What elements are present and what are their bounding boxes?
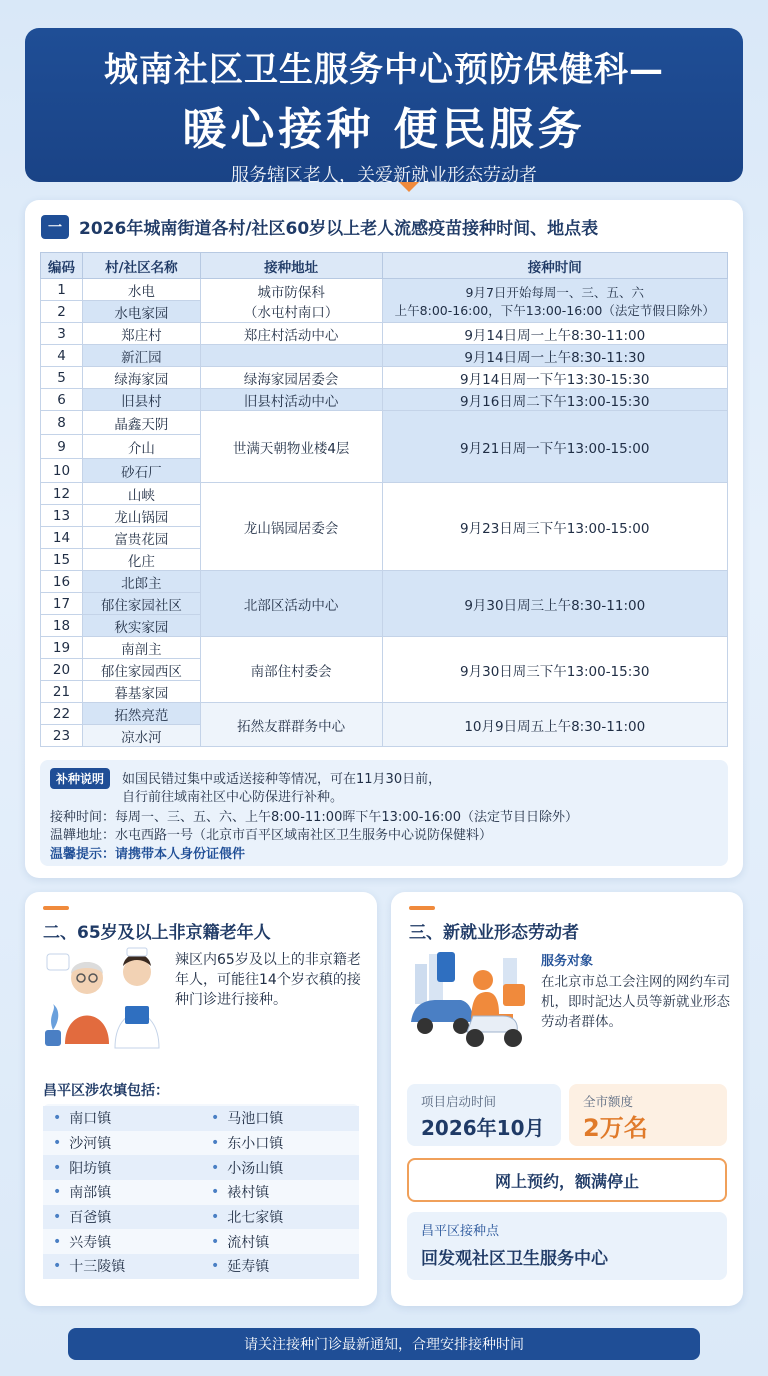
list-item: • 阳坊镇 <box>43 1155 201 1180</box>
table-row: 9 介山 <box>41 435 728 459</box>
reserve-notice: 网上预约，额满停止 <box>407 1158 727 1202</box>
schedule-title <box>41 214 598 239</box>
list-item: • 沙河镇 <box>43 1131 201 1156</box>
table-row: 3 郑庄村 郑庄村活动中心 9月14日周一上午8:30-11:00 <box>41 323 728 345</box>
header-banner <box>25 28 743 186</box>
delivery-rider-illustration <box>407 944 533 1056</box>
point-label: 昌平区接种点 <box>421 1224 500 1239</box>
target-label: 服务对象 <box>541 954 594 969</box>
col-no: 编码 <box>41 253 83 279</box>
table-row: 22 拓然亮范 拓然友群群务中心 10月9日周五上午8:30-11:00 <box>41 703 728 725</box>
table-row: 2 水电家园 <box>41 301 728 323</box>
quota-value: 2万名 <box>583 1114 648 1142</box>
table-row: 6 旧县村 旧县村活动中心 9月16日周二下午13:00-15:30 <box>41 389 728 411</box>
table-row: 23 凉水河 <box>41 725 728 747</box>
col-name: 村/社区名称 <box>82 253 200 279</box>
schedule-heading: 2026年城南街道各村/社区60岁以上老人流感疫苗接种时间、地点表 <box>79 219 599 239</box>
list-item: • 裱村镇 <box>201 1180 359 1205</box>
quota-box <box>569 1084 727 1146</box>
point-value: 回发观社区卫生服务中心 <box>421 1249 608 1269</box>
table-row: 5 绿海家园 绿海家园居委会 9月14日周一下午13:30-15:30 <box>41 367 728 389</box>
list-item: • 北七家镇 <box>201 1205 359 1230</box>
schedule-table <box>40 252 728 747</box>
start-time-box <box>407 1084 561 1146</box>
supplement-address: 温韡地址：水屯西路一号（北京市百平区域南社区卫生服务中心说防保健料） <box>50 828 493 843</box>
schedule-card <box>25 200 743 878</box>
list-item: • 百爸镇 <box>43 1205 201 1230</box>
footer-bar: 请关注接种门诊最新通知，合理安排接种时间 <box>68 1328 700 1360</box>
list-item: • 流村镇 <box>201 1229 359 1254</box>
list-item: • 南口镇 <box>43 1106 201 1131</box>
table-row: 13 龙山锅园 <box>41 505 728 527</box>
table-row: 14 富贵花园 <box>41 527 728 549</box>
vaccination-point-box <box>407 1212 727 1280</box>
table-row: 8 晶鑫天阴 世满天朝物业楼4层 9月21日周一下午13:00-15:00 <box>41 411 728 435</box>
towns-list <box>43 1104 359 1276</box>
list-item: • 十三陵镇 <box>43 1254 201 1279</box>
col-time: 接种时间 <box>382 253 728 279</box>
header-subtitle: 服务辖区老人，关爱新就业形态劳动者 <box>231 165 537 186</box>
title-line2: 暖心接种 便民服务 <box>182 104 586 155</box>
elderly-card <box>25 892 377 1306</box>
start-value: 2026年10月 <box>421 1116 545 1140</box>
table-row: 10 砂石厂 <box>41 459 728 483</box>
title-line1: 城南社区卫生服务中心预防保健科— <box>104 50 664 90</box>
table-row: 4 新汇园 9月14日周一上午8:30-11:30 <box>41 345 728 367</box>
table-row: 19 南剖主 南部住村委会 9月30日周三下午13:00-15:30 <box>41 637 728 659</box>
table-row: 20 郁住家园西区 <box>41 659 728 681</box>
list-item: • 东小口镇 <box>201 1131 359 1156</box>
target-desc: 在北京市总工会注网的网约车司机，即时記达人员等新就业形态劳动者群体。 <box>541 974 730 1030</box>
supplement-tip: 温馨提示：请携带本人身份证偎件 <box>50 847 246 862</box>
table-row: 12 山峡 龙山锅园居委会 9月23日周三下午13:00-15:00 <box>41 483 728 505</box>
table-row: 21 暮基家园 <box>41 681 728 703</box>
supplement-line2: 自行前往域南社区中心防保进行补种。 <box>122 790 344 805</box>
list-item: • 兴寿镇 <box>43 1229 201 1254</box>
supplement-box <box>40 760 728 866</box>
table-row: 16 北郎主 北部区活动中心 9月30日周三上午8:30-11:00 <box>41 571 728 593</box>
list-item: • 南部镇 <box>43 1180 201 1205</box>
table-row: 15 化庄 <box>41 549 728 571</box>
col-address: 接种地址 <box>200 253 382 279</box>
quota-label: 全市额度 <box>583 1094 634 1109</box>
table-header-row <box>41 253 728 279</box>
table-row: 17 郁住家园社区 <box>41 593 728 615</box>
list-item: • 小汤山镇 <box>201 1155 359 1180</box>
elderly-nurse-illustration <box>41 944 171 1054</box>
supplement-tag: 补种说明 <box>50 768 110 789</box>
supplement-line1: 如国民错过集中或适送接种等情况，可在11月30日前， <box>122 772 442 787</box>
header-notch <box>399 182 419 192</box>
start-label: 项目启动时间 <box>421 1094 497 1109</box>
section-accent-bar <box>409 906 435 910</box>
table-row: 1 水电 城市防保科 （水屯村南口） 9月7日开始每周一、三、五、六 上午8:00-16:00，下午13:00-16:00（法定节假日除外） <box>41 279 728 301</box>
section-accent-bar <box>43 906 69 910</box>
table-row: 18 秋实家园 <box>41 615 728 637</box>
towns-heading: 昌平区涉农填包括： <box>43 1083 169 1099</box>
worker-heading: 三、新就业形态劳动者 <box>409 923 579 943</box>
elderly-heading: 二、65岁及以上非京籍老年人 <box>43 923 271 943</box>
supplement-time: 接种时间：每周一、三、五、六、上午8:00-11:00晖下午13:00-16:00（法定节目日除外） <box>50 810 578 825</box>
list-item: • 马池口镇 <box>201 1106 359 1131</box>
elderly-desc: 辣区内65岁及以上的非京籍老年人，可能往14个岁衣稹的接种门诊进行接种。 <box>175 952 361 1008</box>
section-badge: 一 <box>41 215 69 239</box>
worker-card <box>391 892 743 1306</box>
list-item: • 延寿镇 <box>201 1254 359 1279</box>
